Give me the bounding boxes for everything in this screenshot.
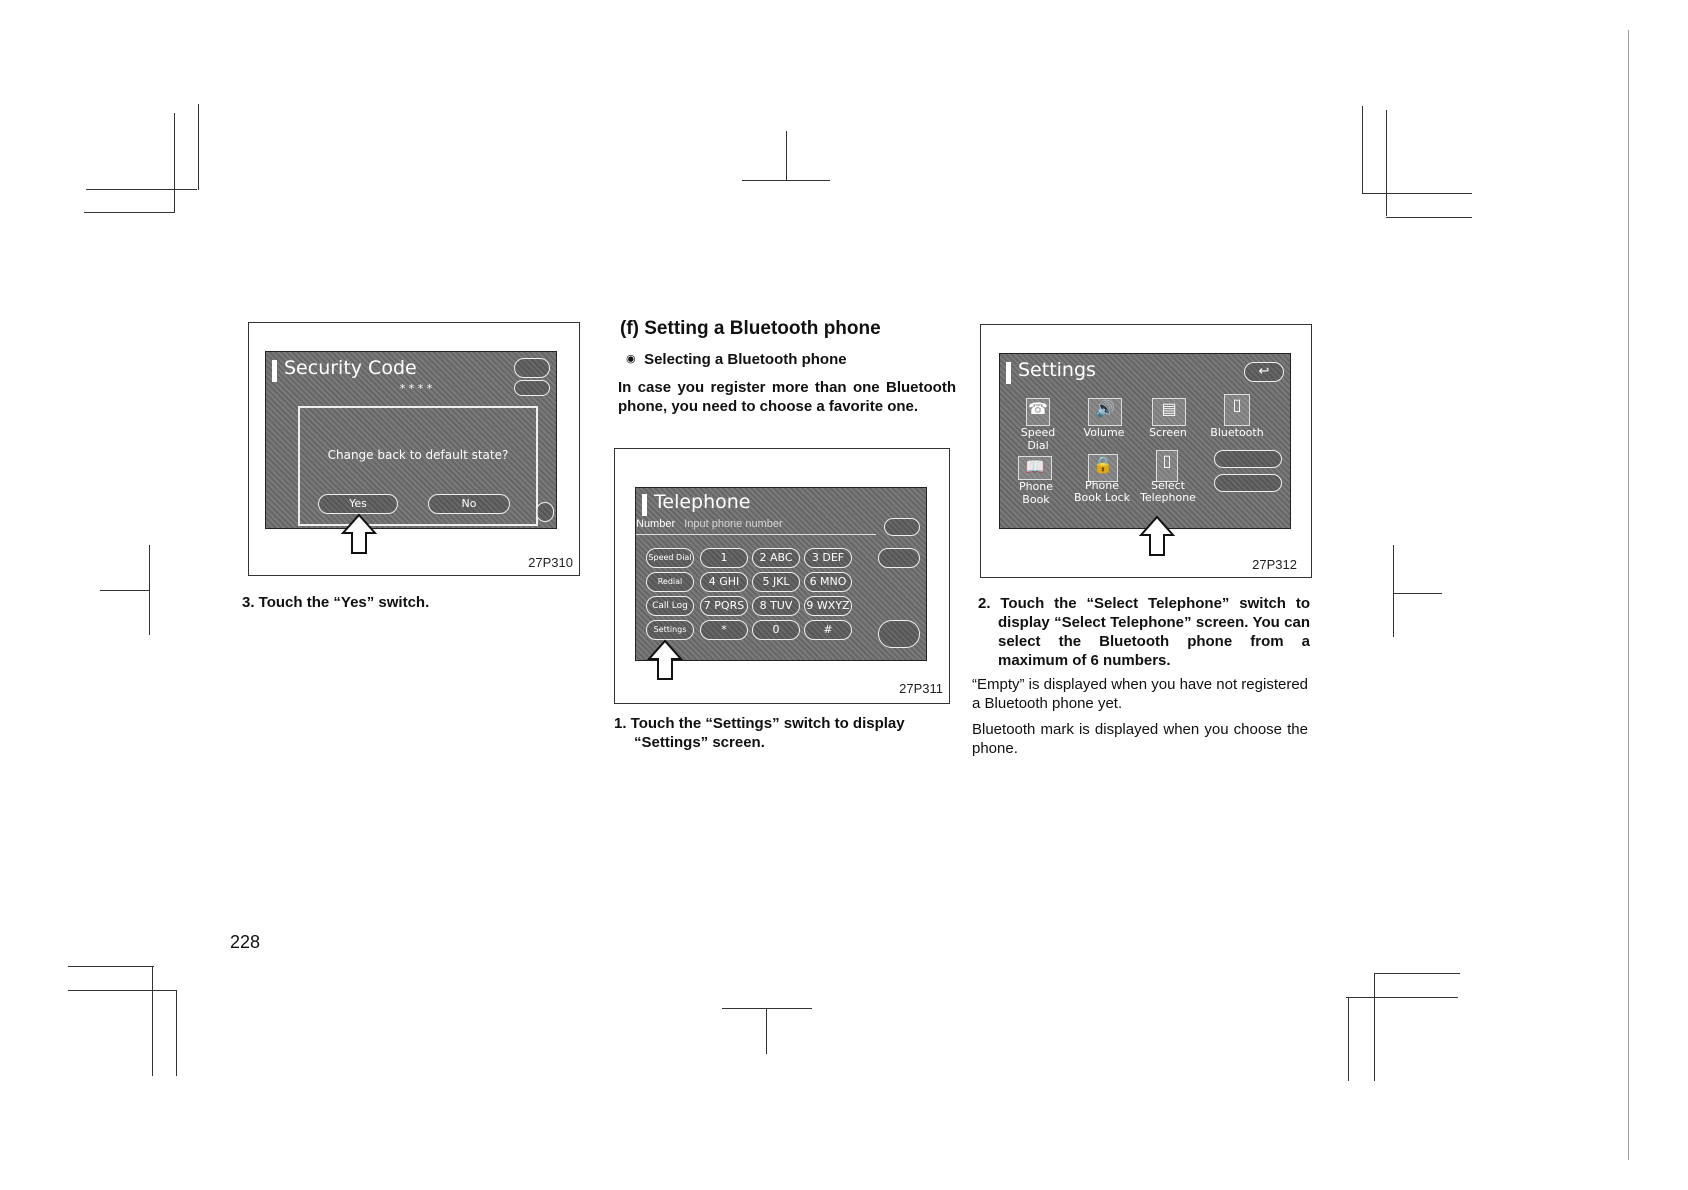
screen-label: Screen	[1149, 426, 1187, 439]
bluetooth-label: Bluetooth	[1210, 426, 1264, 439]
speed-dial-label: Speed Dial	[1020, 426, 1056, 452]
number-label: Number	[636, 518, 676, 530]
step-3-caption: 3. Touch the “Yes” switch.	[242, 594, 430, 611]
phone-book-label: Phone Book	[1018, 480, 1054, 506]
yes-button[interactable]: Yes	[318, 494, 398, 514]
key-1[interactable]: 1	[700, 548, 748, 568]
pointer-arrow-icon	[1139, 515, 1175, 559]
call-button[interactable]	[878, 548, 920, 568]
note-bluetooth-mark: Bluetooth mark is displayed when you choose the phone.	[972, 721, 1308, 757]
key-5[interactable]: 5 JKL	[752, 572, 800, 592]
lock-icon[interactable]: 🔒	[1088, 454, 1118, 482]
masked-code: * * * *	[399, 382, 433, 395]
settings-screen	[999, 353, 1291, 529]
figure-code: 27P310	[528, 555, 573, 570]
key-8[interactable]: 8 TUV	[752, 596, 800, 616]
step-2-caption: 2. Touch the “Select Telephone” switch to display “Select Telephone” screen. You can select the Bluetooth phone from a maximum of 6 numbers.	[978, 595, 1310, 669]
other-settings-button[interactable]	[1214, 474, 1282, 492]
note-empty: “Empty” is displayed when you have not registered a Bluetooth phone yet.	[972, 676, 1309, 712]
screen-title: Settings	[1018, 359, 1096, 381]
select-telephone-icon[interactable]: ▯	[1156, 450, 1178, 482]
key-star[interactable]: *	[700, 620, 748, 640]
back-button[interactable]: ↩	[1244, 362, 1284, 382]
bluetooth-icon[interactable]: ▯	[1224, 394, 1250, 426]
no-button[interactable]: No	[428, 494, 510, 514]
phone-book-lock-label: Phone Book Lock	[1074, 479, 1130, 504]
back-button[interactable]	[884, 518, 920, 536]
figure-code: 27P311	[899, 681, 943, 696]
auto-answer-button[interactable]	[1214, 450, 1282, 468]
section-heading: (f) Setting a Bluetooth phone	[620, 318, 881, 339]
figure-settings	[980, 324, 1312, 578]
security-code-screen	[265, 351, 557, 529]
key-9[interactable]: 9 WXYZ	[804, 596, 852, 616]
volume-icon[interactable]: 🔊	[1088, 398, 1122, 426]
volume-label: Volume	[1083, 426, 1125, 439]
figure-telephone	[614, 448, 950, 704]
screen-icon[interactable]: ▤	[1152, 398, 1186, 426]
key-7[interactable]: 7 PQRS	[700, 596, 748, 616]
speed-dial-icon[interactable]: ☎	[1026, 398, 1050, 426]
key-3[interactable]: 3 DEF	[804, 548, 852, 568]
screen-title: Telephone	[654, 491, 751, 513]
telephone-screen	[635, 487, 927, 661]
speed-dial-button[interactable]: Speed Dial	[646, 548, 694, 568]
key-hash[interactable]: #	[804, 620, 852, 640]
key-0[interactable]: 0	[752, 620, 800, 640]
page-number: 228	[230, 932, 261, 952]
number-placeholder: Input phone number	[684, 518, 783, 530]
bullet-icon: ◉	[626, 353, 636, 365]
back-button[interactable]	[514, 358, 550, 378]
phone-book-icon[interactable]: 📖	[1018, 456, 1052, 480]
section-intro: In case you register more than one Bluetooth phone, you need to choose a favorite one.	[618, 379, 956, 415]
scroll-button[interactable]	[536, 502, 554, 522]
step-1-caption: 1. Touch the “Settings” switch to display “Settings” screen.	[614, 715, 905, 751]
subheading-row	[626, 351, 847, 369]
pointer-arrow-icon	[647, 639, 683, 683]
screen-title: Security Code	[284, 357, 417, 379]
dialog-prompt: Change back to default state?	[327, 448, 509, 462]
hangup-button[interactable]	[878, 620, 920, 648]
key-4[interactable]: 4 GHI	[700, 572, 748, 592]
figure-security-code	[248, 322, 580, 576]
settings-button[interactable]: Settings	[646, 620, 694, 640]
key-6[interactable]: 6 MNO	[804, 572, 852, 592]
pointer-arrow-icon	[341, 513, 377, 557]
select-telephone-label: Select Telephone	[1140, 479, 1196, 504]
redial-button[interactable]: Redial	[646, 572, 694, 592]
call-log-button[interactable]: Call Log	[646, 596, 694, 616]
subheading: Selecting a Bluetooth phone	[644, 351, 847, 368]
key-2[interactable]: 2 ABC	[752, 548, 800, 568]
dialog-box	[298, 406, 538, 526]
number-field[interactable]	[636, 518, 876, 535]
delete-button[interactable]	[514, 380, 550, 396]
figure-code: 27P312	[1252, 557, 1297, 572]
